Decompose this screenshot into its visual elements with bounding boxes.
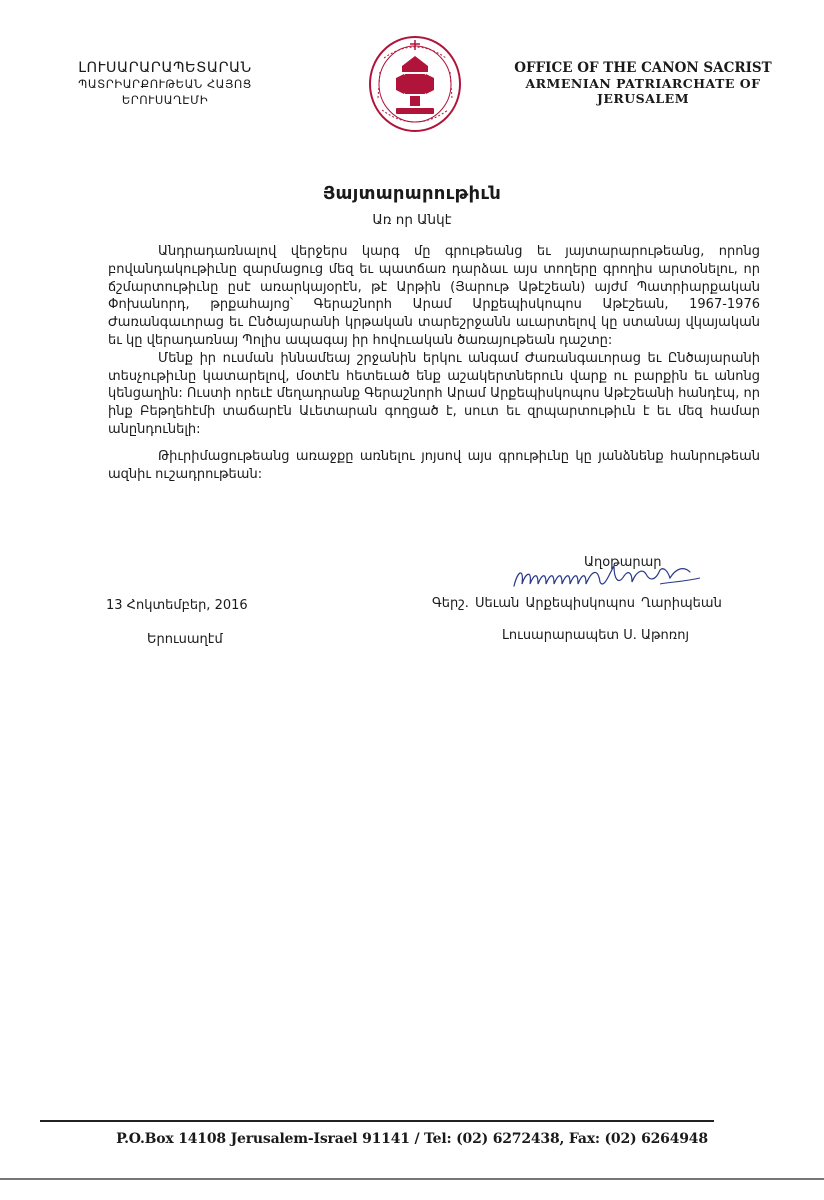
closing-salutation: Աղօթարար — [584, 555, 662, 570]
letterhead-armenian-line3: ԵՐՈՒՍԱՂԷՄԻ — [121, 93, 209, 107]
letterhead-english-line2: ARMENIAN PATRIARCHATE OF — [525, 76, 761, 91]
letterhead-english-line3: JERUSALEM — [596, 91, 690, 106]
document-body — [108, 243, 760, 483]
signer-title: Լուսարարապետ Ս. Աթոռոյ — [502, 628, 689, 643]
patriarchate-seal-icon — [366, 28, 464, 136]
document-place: Երուսաղէմ — [147, 632, 223, 647]
letterhead-armenian — [36, 60, 294, 108]
body-paragraph-3: Թիւրիմացութեանց առաջքը առնելու յոյսով այս գրութիւնը կը յանձնենք հանրութեան ազնիւ ուշադրութեան: — [108, 448, 760, 482]
page-edge-line — [0, 1178, 824, 1180]
document-subtitle: Առ որ Անկէ — [372, 212, 452, 228]
letterhead-english — [490, 61, 796, 106]
body-paragraph-2: Մենք իր ուսման իննամեայ շրջանին երկու անգամ Ժառանգաւորաց եւ Ընծայարանի տեսչութիւնը կատարելով, մօտէն հետեւած ենք աշակերտներուն վարք ու բարքին եւ անոնց կենցաղին: Ուստի որեւէ մեղադրանք Գերաշնորհ Արամ Արքեպիսկոպոս Աթէշեանի հանդէպ, որ ինք Բեթղեհէմի տաճարէն Աւետարան գողցած է, սուտ եւ զրպարտութիւն է եւ մեզ համար անընդունելի: — [108, 350, 760, 437]
document-title: Յայտարարութիւն — [322, 183, 502, 204]
footer-divider — [40, 1120, 714, 1122]
body-paragraph-1: Անդրադառնալով վերջերս կարգ մը գրութեանց եւ յայտարարութեանց, որոնց բովանդակութիւնը զարմացուց մեզ եւ պատճառ դարձաւ այս տողերը գրողիս արտօնելու, որ ճշմարտութիւնը ըսէ առարկայօրէն, թէ Արթին (Յարութ Աթէշեան) այժմ Պատրիարքական Փոխանորդ, թրքահայոց՝ Գերաշնորհ Արամ Արքեպիսկոպոս Աթէշեան, 1967-1976 Ժառանգաւորաց եւ Ընծայարանի կրթական տարեշրջանն աւարտելով կը ստանայ վկայական եւ կը վերադառնայ Պոլիս ապագայ իր հովուական ծառայութեան դաշտը: — [108, 244, 760, 348]
handwritten-signature — [500, 560, 720, 600]
document-date: 13 Հոկտեմբեր, 2016 — [106, 598, 248, 613]
footer-contact: P.O.Box 14108 Jerusalem-Israel 91141 / Tel: (02) 6272438, Fax: (02) 6264948 — [116, 1131, 708, 1147]
letterhead-english-line1: OFFICE OF THE CANON SACRIST — [514, 60, 772, 76]
letterhead-armenian-line1: ԼՈՒՍԱՐԱՐԱՊԵՏԱՐԱՆ — [78, 60, 252, 76]
letterhead-armenian-line2: ՊԱՏՐԻԱՐՔՈՒԹԵԱՆ ՀԱՅՈՑ — [78, 77, 252, 91]
signer-name: Գերշ. Սեւան Արքեպիսկոպոս Ղարիպեան — [432, 596, 722, 611]
